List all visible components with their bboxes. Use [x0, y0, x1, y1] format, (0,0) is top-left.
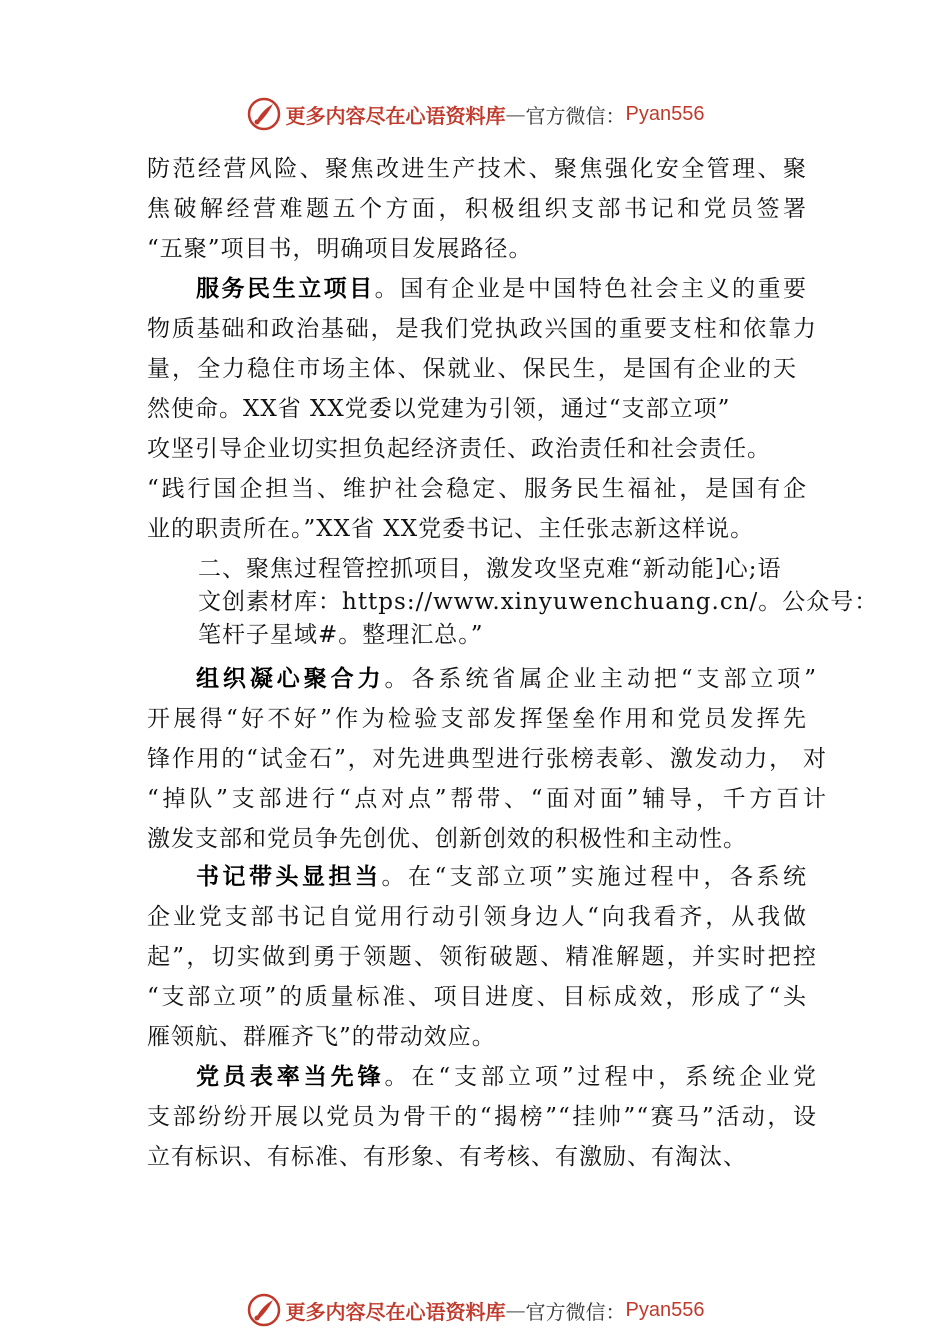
text-span: 。在“支部立项”实施过程中，各系统 — [381, 864, 807, 890]
text-line: “支部立项”的质量标准、项目进度、目标成效，形成了“头 — [147, 984, 807, 1010]
text-line: 防范经营风险、聚焦改进生产技术、聚焦强化安全管理、聚 — [147, 156, 807, 182]
banner-wechat-id: Pyan556 — [625, 102, 705, 125]
text-line: 立有标识、有标准、有形象、有考核、有激励、有淘汰、 — [147, 1144, 747, 1170]
banner-label: 官方微信： — [525, 103, 626, 128]
text-line: 二、聚焦过程管控抓项目，激发攻坚克难“新动能]心;语 — [198, 556, 782, 582]
banner-wechat-id: Pyan556 — [625, 1298, 705, 1321]
text-line: “践行国企担当、维护社会稳定、服务民生福祉，是国有企 — [147, 476, 807, 502]
banner-separator: — — [505, 1298, 526, 1322]
text-line: 文创素材库：https://www.xinyuwenchuang.cn/。公众号： — [198, 589, 879, 615]
banner-separator: — — [505, 102, 526, 126]
text-span: 。国有企业是中国特色社会主义的重要 — [374, 276, 808, 302]
text-line: 笔杆子星域#。整理汇总。” — [198, 622, 484, 648]
text-span: 。在“支部立项”过程中，系统企业党 — [384, 1064, 817, 1090]
paragraph-first-line — [196, 274, 807, 304]
footer-banner — [0, 1290, 950, 1330]
text-line: 锋作用的“试金石”，对先进典型进行张榜表彰、激发动力， 对 — [147, 746, 827, 772]
banner-label: 官方微信： — [525, 1299, 626, 1324]
text-line: 起”，切实做到勇于领题、领衔破题、精准解题，并实时把控 — [147, 944, 817, 970]
text-line: 然使命。XX省 XX党委以党建为引领，通过“支部立项” — [147, 396, 731, 422]
text-line: 支部纷纷开展以党员为骨干的“揭榜”“挂帅”“赛马”活动，设 — [147, 1104, 817, 1130]
banner-text: 更多内容尽在心语资料库 — [285, 1299, 506, 1324]
text-line: 业的职责所在。”XX省 XX党委书记、主任张志新这样说。 — [147, 516, 755, 542]
text-line: “掉队”支部进行“点对点”帮带、“面对面”辅导，千方百计 — [147, 786, 827, 812]
paragraph-first-line — [196, 664, 817, 694]
text-line: 焦破解经营难题五个方面，积极组织支部书记和党员签署 — [147, 196, 807, 222]
section-heading: 书记带头显担当 — [196, 863, 382, 890]
brush-logo-icon — [246, 1292, 282, 1328]
banner-text: 更多内容尽在心语资料库 — [285, 103, 506, 128]
paragraph-first-line — [196, 1062, 817, 1092]
text-line: 企业党支部书记自觉用行动引领身边人“向我看齐，从我做 — [147, 904, 807, 930]
paragraph-first-line — [196, 862, 807, 892]
section-heading: 服务民生立项目 — [196, 275, 375, 302]
brush-logo-icon — [246, 96, 282, 132]
text-line: 物质基础和政治基础，是我们党执政兴国的重要支柱和依靠力 — [147, 316, 817, 342]
text-line: “五聚”项目书，明确项目发展路径。 — [147, 236, 533, 262]
text-line: 量，全力稳住市场主体、保就业、保民生，是国有企业的天 — [147, 356, 797, 382]
header-banner — [0, 94, 950, 134]
text-span: 。各系统省属企业主动把“支部立项” — [384, 666, 817, 692]
section-heading: 党员表率当先锋 — [196, 1063, 385, 1090]
text-line: 攻坚引导企业切实担负起经济责任、政治责任和社会责任。 — [147, 436, 771, 462]
section-heading: 组织凝心聚合力 — [196, 665, 385, 692]
text-line: 激发支部和党员争先创优、创新创效的积极性和主动性。 — [147, 826, 747, 852]
text-line: 雁领航、群雁齐飞”的带动效应。 — [147, 1024, 496, 1050]
text-line: 开展得“好不好”作为检验支部发挥堡垒作用和党员发挥先 — [147, 706, 807, 732]
